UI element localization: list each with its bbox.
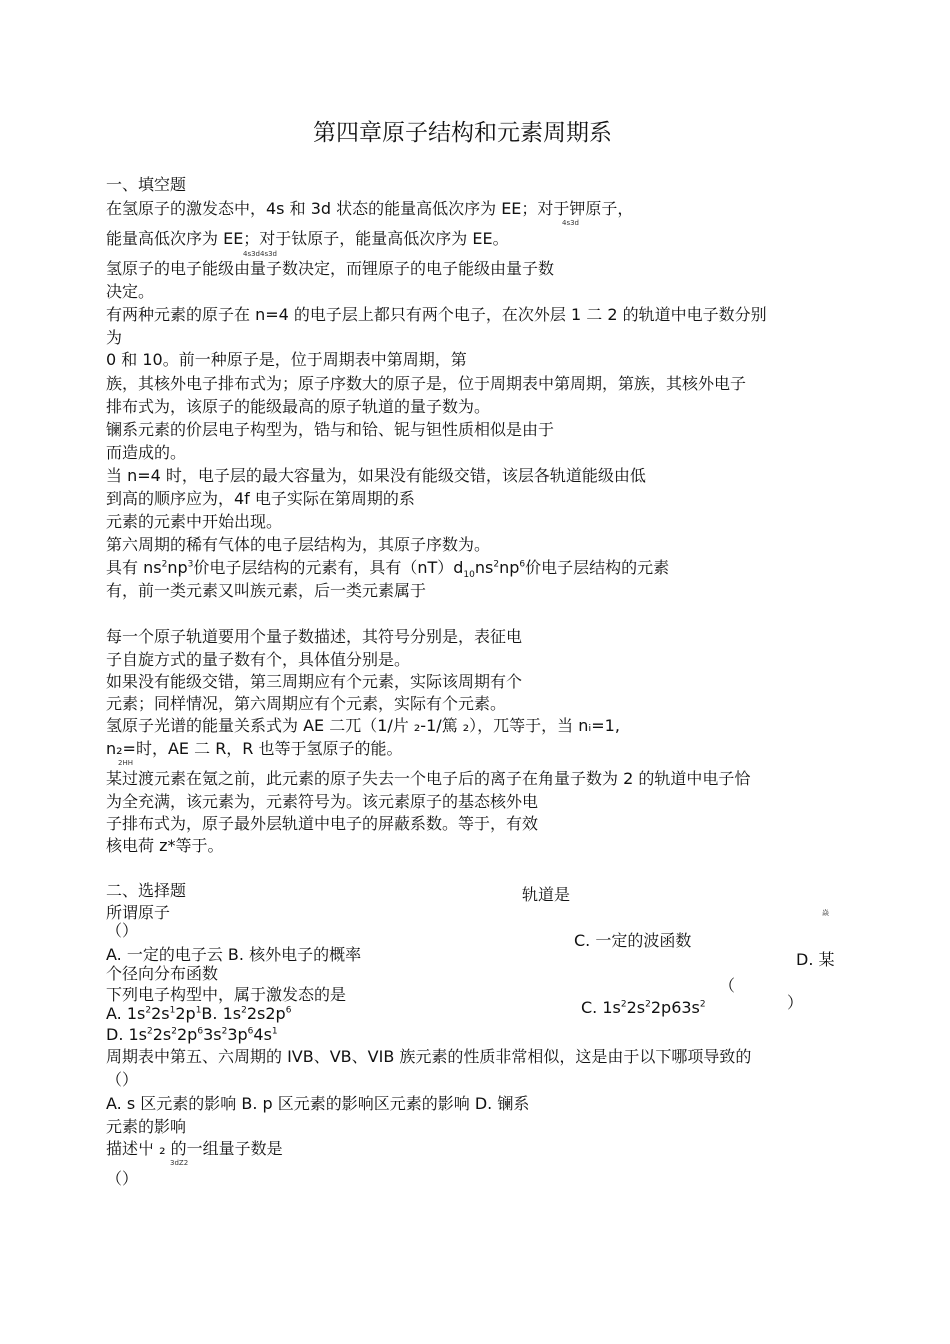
question-line: 氢原子的电子能级由量子数决定，而锂原子的电子能级由量子数	[106, 259, 555, 278]
options-ab-config: A. $1s^22s^12p^1B$. $1s^22s2p^6$	[106, 1004, 292, 1023]
question-line: 氢原子光谱的能量关系式为 AE 二兀（1/片 ₂-1/篤 ₂），兀等于，当 nᵢ=1,	[106, 716, 620, 735]
answer-paren-close: ）	[787, 993, 804, 1012]
question-line: 为	[106, 328, 123, 347]
question-line: 到高的顺序应为，4f 电子实际在第周期的系	[106, 489, 415, 508]
question-line: 镧系元素的价层电子构型为，锆与和铪、铌与钽性质相似是由于	[106, 420, 555, 439]
question-line: 子排布式为，原子最外层轨道中电子的屏蔽系数。等于，有效	[106, 814, 539, 833]
small-note: 4s3d4s3d	[243, 250, 277, 258]
small-note: 2HH	[118, 759, 133, 767]
option-continuation: 个径向分布函数	[106, 964, 219, 983]
question-line-superscripts: 具有 $ns^2np^3$价电子层结构的元素有，具有$(nT)d_{10}ns^2np^6$价电子层结构的元素	[106, 558, 670, 581]
answer-paren: （）	[106, 921, 139, 940]
question-line: 核电荷 z*等于。	[106, 836, 224, 855]
option-continuation: 元素的影响	[106, 1117, 187, 1136]
question-line: 某过渡元素在氪之前，此元素的原子失去一个电子后的离子在角量子数为 2 的轨道中电子恰	[106, 769, 751, 788]
small-note: 4s3d	[562, 219, 579, 227]
option-c-config: C. $1s^22s^22p63s^2$	[581, 998, 706, 1017]
small-note: 3dZ2	[170, 1159, 189, 1167]
question-line: 有两种元素的原子在 n=4 的电子层上都只有两个电子，在次外层 1 二 2 的轨道中电子数分别	[106, 305, 767, 324]
question-line: 第六周期的稀有气体的电子层结构为，其原子序数为。	[106, 535, 491, 554]
question-fragment: 轨道是	[522, 885, 571, 904]
question-line: 子自旋方式的量子数有个，具体值分别是。	[106, 650, 411, 669]
page-title: 第四章原子结构和元素周期系	[313, 120, 612, 146]
options-abcd: A. s 区元素的影响 B. p 区元素的影响区元素的影响 D. 镧系	[106, 1094, 530, 1113]
question-line: 如果没有能级交错，第三周期应有个元素，实际该周期有个	[106, 672, 523, 691]
question-line: 能量高低次序为 EE；对于钛原子，能量高低次序为 EE。	[106, 229, 509, 248]
option-d-config: D. $1s^22s^22p^63s^23p^64s^1$	[106, 1025, 278, 1044]
question-line: n₂=时，AE 二 R，R 也等于氢原子的能。	[106, 739, 403, 758]
question-line: 当 n=4 时，电子层的最大容量为，如果没有能级交错，该层各轨道能级由低	[106, 466, 646, 485]
question-line: 有，前一类元素又叫族元素，后一类元素属于	[106, 581, 427, 600]
section-heading-choice: 二、选择题	[106, 881, 187, 900]
question-line: 0 和 10。前一种原子是，位于周期表中第周期，第	[106, 350, 467, 369]
answer-paren: （）	[106, 1169, 139, 1188]
question-line: 每一个原子轨道要用个量子数描述，其符号分别是，表征电	[106, 627, 523, 646]
question-stem: 描述屮 ₂ 的一组量子数是	[106, 1139, 283, 1158]
question-line: 元素的元素中开始出现。	[106, 512, 283, 531]
question-line: 族，其核外电子排布式为；原子序数大的原子是，位于周期表中第周期，第族，其核外电子	[106, 374, 747, 393]
question-stem: 周期表中第五、六周期的 IVB、VB、VIB 族元素的性质非常相似，这是由于以下哪项导致的	[106, 1047, 752, 1066]
option-c: C. 一定的波函数	[574, 931, 692, 950]
options-ab: A. 一定的电子云 B. 核外电子的概率	[106, 945, 362, 964]
mark-glyph: 焱	[822, 909, 829, 917]
question-line: 而造成的。	[106, 443, 187, 462]
question-line: 决定。	[106, 282, 155, 301]
question-line: 元素；同样情况，第六周期应有个元素，实际有个元素。	[106, 694, 507, 713]
question-stem: 所谓原子	[106, 903, 171, 922]
question-stem: 下列电子构型中，属于激发态的是	[106, 985, 347, 1004]
option-d: D. 某	[796, 950, 835, 969]
answer-paren-open: （	[719, 976, 736, 995]
section-heading-fill-blank: 一、填空题	[106, 175, 187, 194]
question-line: 排布式为，该原子的能级最高的原子轨道的量子数为。	[106, 397, 491, 416]
question-line: 为全充满，该元素为，元素符号为。该元素原子的基态核外电	[106, 792, 539, 811]
question-line: 在氢原子的激发态中，4s 和 3d 状态的能量高低次序为 EE；对于钾原子，	[106, 199, 634, 218]
answer-paren: （）	[106, 1070, 139, 1089]
